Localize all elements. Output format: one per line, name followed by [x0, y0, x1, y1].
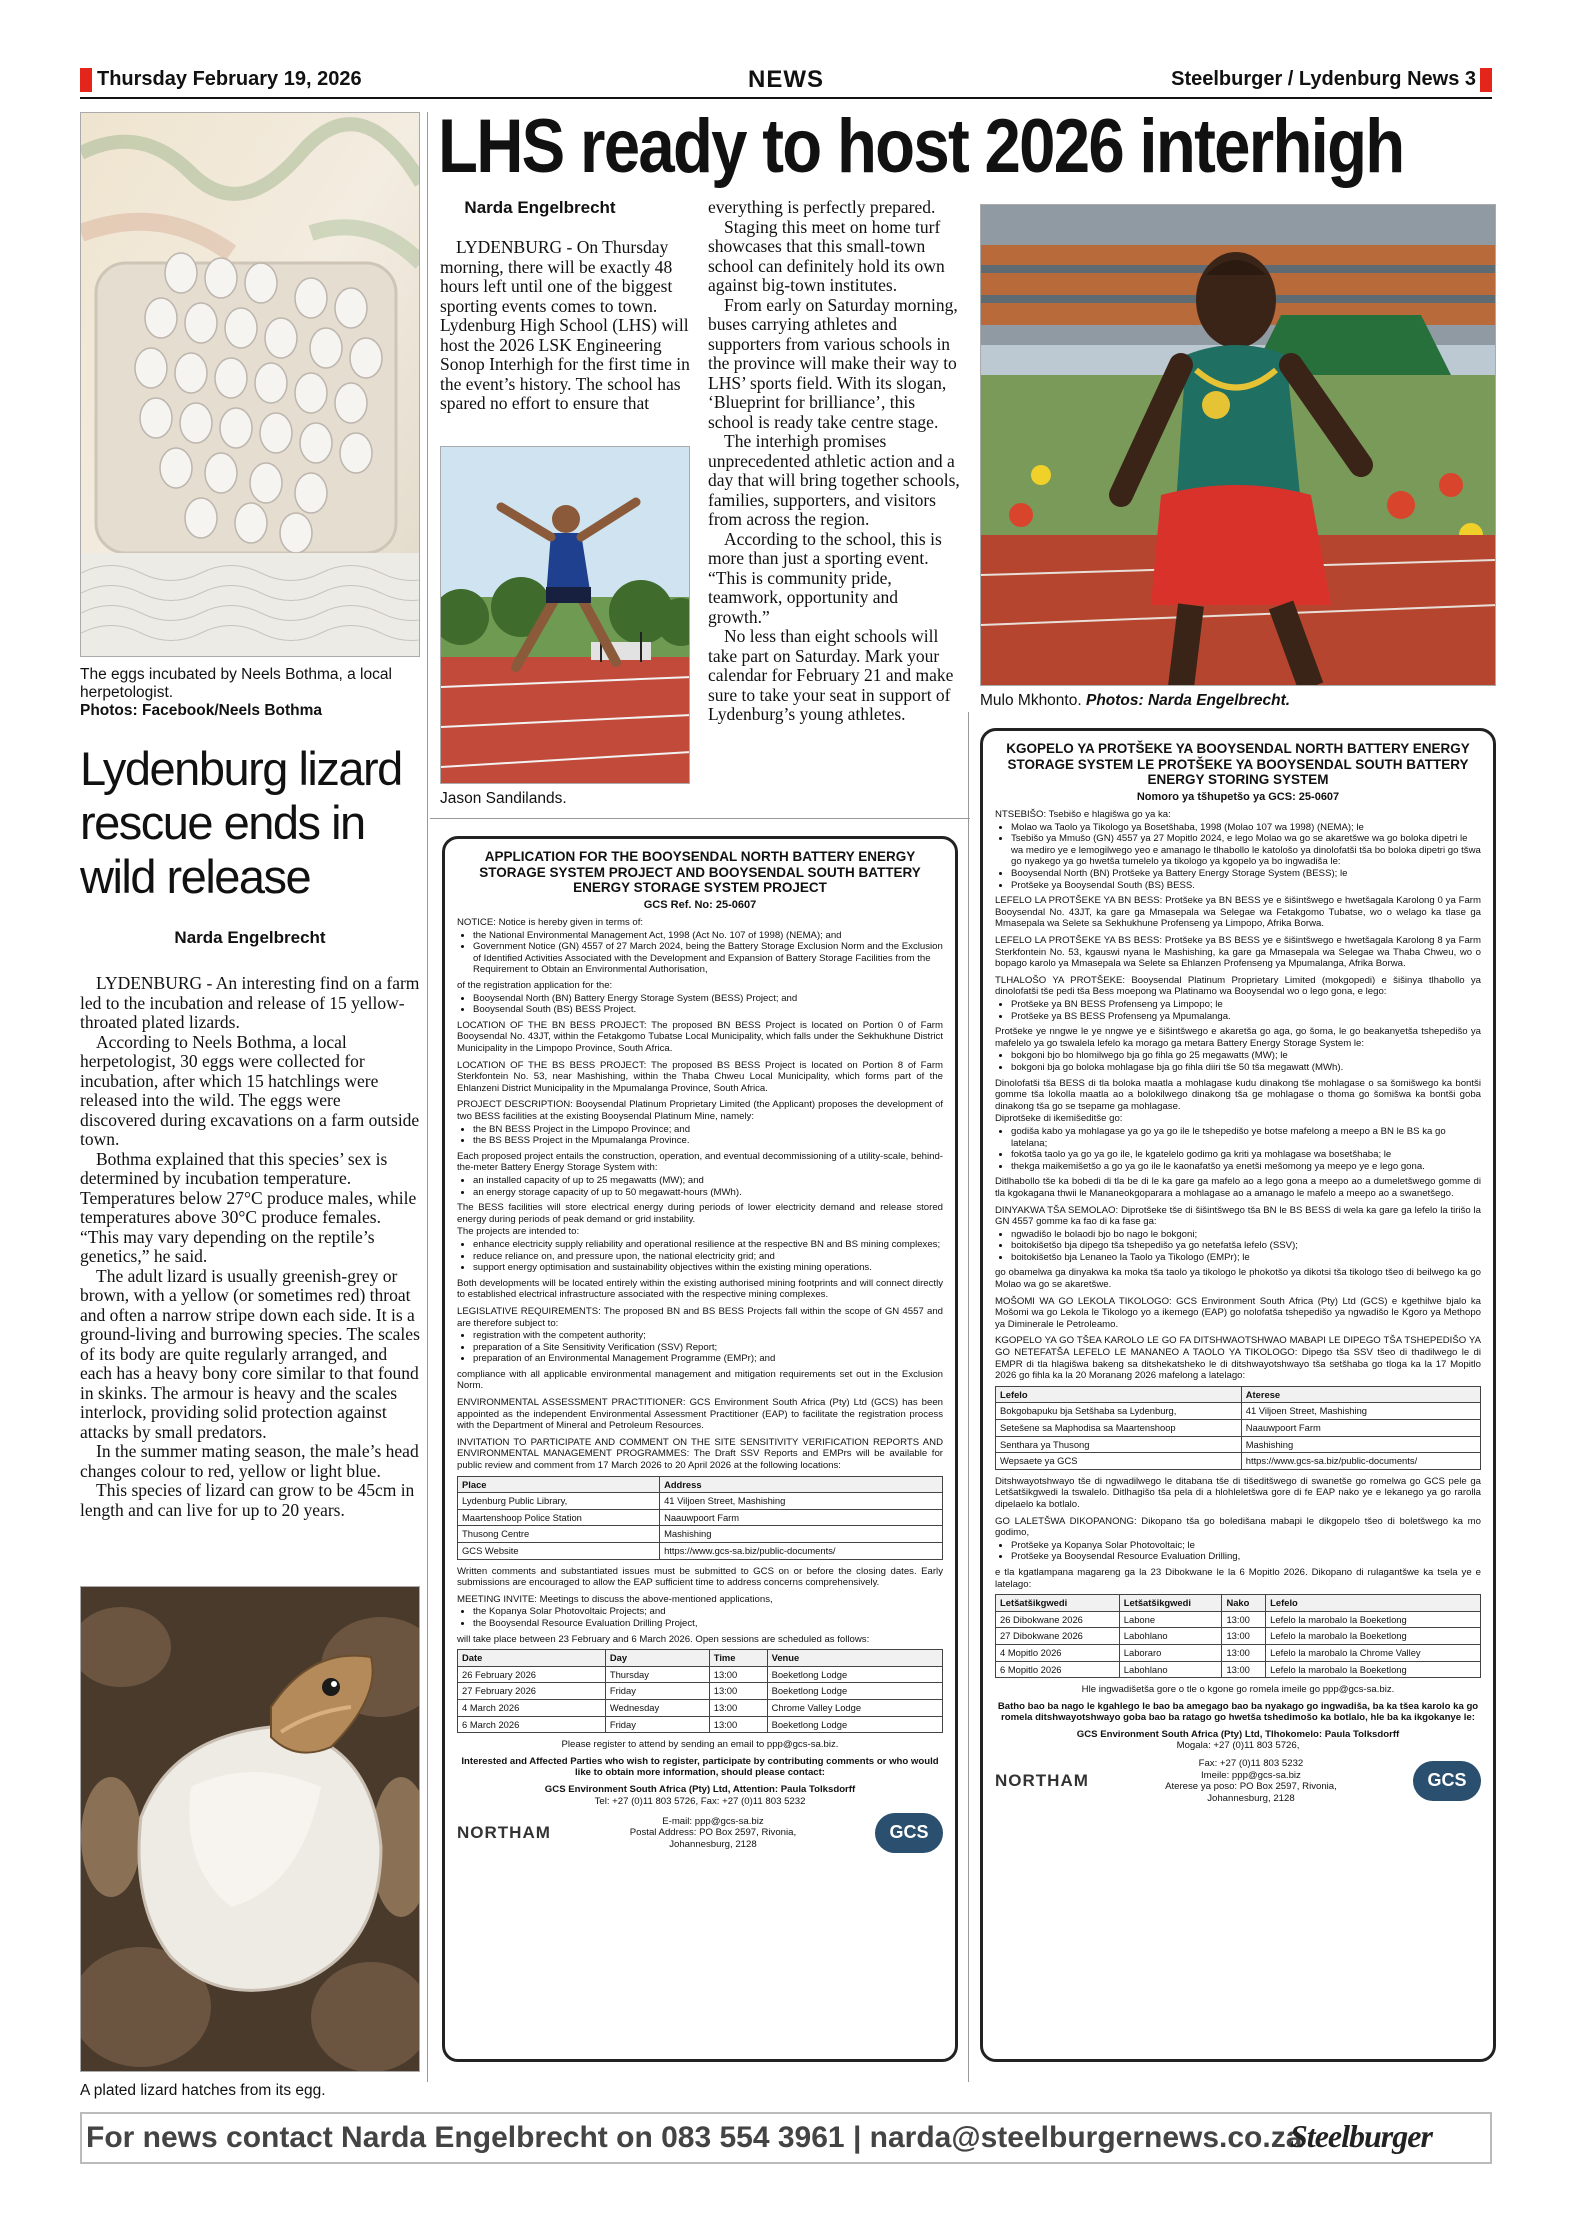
hatch-caption: A plated lizard hatches from its egg.	[80, 2082, 326, 2099]
notice-en-item: • the BN BESS Project in the Limpopo Province; and	[473, 1124, 943, 1136]
table-cell: Labohlano	[1119, 1661, 1222, 1678]
table-cell: Bokgobapuku bja Setšhaba sa Lydenburg,	[996, 1403, 1242, 1420]
notice-en-lead: NOTICE: Notice is hereby given in terms of:	[457, 917, 644, 929]
notice-st-contact1: GCS Environment South Africa (Pty) Ltd, Tlhokomelo: Paula Tolksdorff	[1076, 1728, 1400, 1740]
notice-en-desc4-list	[473, 1239, 943, 1274]
table-cell: 13:00	[1222, 1611, 1266, 1628]
table-cell: Friday	[605, 1716, 709, 1733]
notice-en-item: • the National Environmental Management Act, 1998 (Act No. 107 of 1998) (NEMA); and	[473, 930, 943, 942]
table-row	[458, 1683, 943, 1700]
table-cell: https://www.gcs-sa.biz/public-documents/	[660, 1543, 943, 1560]
notice-en-ref: GCS Ref. No: 25-0607	[643, 898, 757, 911]
lhs-col2-paragraph: No less than eight schools will take part on Saturday. Mark your calendar for February 21 and make sure to take your seat in support of Lydenburg’s young athletes.	[708, 626, 954, 724]
notice-st-ntsebiso-list	[1011, 822, 1481, 892]
notice-en-meeting-list	[473, 1606, 943, 1629]
notice-en-contact1: GCS Environment South Africa (Pty) Ltd, Attention: Paula Tolksdorff	[544, 1783, 856, 1795]
table-cell: Boeketlong Lodge	[767, 1716, 942, 1733]
table-cell: Mashishing	[660, 1526, 943, 1543]
header-date: Thursday February 19, 2026	[97, 68, 362, 90]
lhs-col1-paragraph: LYDENBURG - On Thursday morning, there will be exactly 48 hours left until one of the biggest sporting events comes to town. Lydenburg High School (LHS) will host the 2026 LSK Engineering Sonop Interhigh for the first time in the event’s history. The school has spared no effort to ensure that	[440, 237, 690, 413]
notice-en-eap: ENVIRONMENTAL ASSESSMENT PRACTITIONER: GCS Environment South Africa (Pty) Ltd (GCS) has been appointed as the independent Environmental Assessment Practitioner (EAP) to facilitate the registration process with the Department of Mineral and Petroleum Resources.	[457, 1397, 943, 1432]
notice-st-contact4: Imeile: ppp@gcs-sa.biz	[1201, 1769, 1301, 1781]
notice-en-meeting: MEETING INVITE: Meetings to discuss the above-mentioned applications,	[457, 1593, 773, 1605]
notice-st-dikopano: GO LALETŠWA DIKOPANONG: Dikopano tša go boledišana mabapi le dikgopelo tšeo di boletšwego ka mo godimo,	[995, 1515, 1481, 1539]
notice-st-item: • boitokišetšo bja dipego tša tshepedišo ya go netefatša lefelo (SSV);	[1011, 1240, 1481, 1252]
notice-en-item: • an energy storage capacity of up to 50 megawatt-hours (MWh).	[473, 1187, 943, 1199]
header-red-tab-right	[1480, 68, 1492, 92]
notice-en-contact4: Postal Address: PO Box 2597, Rivonia,	[629, 1827, 797, 1839]
notice-en-contact5: Johannesburg, 2128	[669, 1838, 757, 1850]
hatch-photo	[80, 1586, 420, 2072]
table-row	[458, 1493, 943, 1510]
notice-st-tlhaloso4-list	[1011, 1126, 1481, 1172]
table-cell: 41 Viljoen Street, Mashishing	[1241, 1403, 1480, 1420]
story-divider-left	[430, 818, 970, 819]
notice-en-desc: PROJECT DESCRIPTION: Booysendal Platinum Proprietary Limited (the Applicant) proposes the development of two BESS facilities at the existing Booysendal Platinum Mine, namely:	[457, 1099, 943, 1122]
notice-en-register: Please register to attend by sending an email to ppp@gcs-sa.biz.	[561, 1739, 839, 1751]
notice-st-dinyakwa-list	[1011, 1229, 1481, 1264]
notice-en-projects	[473, 993, 943, 1016]
lhs-col2-paragraph: everything is perfectly prepared.	[708, 197, 936, 217]
lizard-paragraph: Bothma explained that this species’ sex is determined by incubation temperature. Temperatures below 27°C produce males, while temperatures above 30°C produce females. “This may vary depending on the reptile’s genetics,” he said.	[80, 1148, 417, 1266]
table-cell: Naauwpoort Farm	[1241, 1420, 1480, 1437]
eggs-caption-text: The eggs incubated by Neels Bothma, a local herpetologist.	[80, 666, 392, 701]
notice-en-contact3: E-mail: ppp@gcs-sa.biz	[662, 1815, 764, 1827]
notice-st-tlhaloso4: Diprotšeke di ikemišeditše go:	[995, 1113, 1123, 1125]
notice-st-kgopelo: KGOPELO YA GO TŠEA KAROLO LE GO FA DITSHWAOTSHWAO MABAPI LE DIPEGO TŠA TSHEPEDIŠO YA GO NETEFATŠA LEFELO LE MANANEO A TAOLO YA TIKOLOGO: Dipego tša SSV tšeo di thadilwego le di EMPR di tla hlagišwa bakeng sa ditshekatsheko le di ditshwayotshwayo tša setšhaba go tloga ka la 17 Mopitlo 2026 go fihla ka la 20 Moranang 2026 mafelong a latelago:	[995, 1335, 1481, 1382]
notice-en-desc4: The projects are intended to:	[457, 1226, 580, 1238]
eggs-caption	[80, 666, 420, 720]
jumper-photo	[440, 446, 690, 784]
notice-en-item: • an installed capacity of up to 25 megawatts (MW); and	[473, 1175, 943, 1187]
table-cell: 13:00	[709, 1699, 767, 1716]
table-cell: 4 Mopitlo 2026	[996, 1644, 1120, 1661]
notice-en-interested: Interested and Affected Parties who wish to register, participate by contributing comments or who would like to obtain more information, should please contact:	[461, 1755, 939, 1779]
notice-st-tlhaloso2: Protšeke ye nngwe le ye nngwe ye e šišintšwego e akaretša go aga, go šoma, le go beakanyetša tshepedišo ya mafelelo ya go tswalela lefelo ka morago ga metara Battery Energy Storage System le:	[995, 1026, 1481, 1049]
table-cell: 6 Mopitlo 2026	[996, 1661, 1120, 1678]
table-header: Lefelo	[996, 1386, 1242, 1403]
table-header: Place	[458, 1476, 660, 1493]
table-cell: 13:00	[709, 1683, 767, 1700]
notice-st-ntsebiso: NTSEBIŠO: Tsebišo e hlagišwa go ya ka:	[995, 809, 1171, 821]
notice-en-contact-block	[630, 1816, 796, 1851]
table-row	[996, 1644, 1481, 1661]
table-header: Time	[709, 1650, 767, 1667]
table-row	[996, 1453, 1481, 1470]
header-section: NEWS	[748, 66, 824, 93]
notice-en-item: • Government Notice (GN) 4557 of 27 March 2024, being the Battery Storage Exclusion Norm and the Exclusion of Identified Activities Associated with the Development and Expansion of Battery Storage Facilities from the Requirement to Obtain an Environmental Authorisation,	[473, 941, 943, 976]
table-cell: 13:00	[709, 1716, 767, 1733]
notice-en-desc2: Each proposed project entails the construction, operation, and eventual decommissioning of a utility-scale, behind-the-meter Battery Energy Storage System with:	[457, 1150, 943, 1174]
notice-st-tlhaloso2-list	[1011, 1050, 1481, 1073]
table-cell: Thursday	[605, 1666, 709, 1683]
notice-st-tlhaloso: TLHALOŠO YA PROTŠEKE: Booysendal Platinum Proprietary Limited (mokgopedi) e šišinya tlhabollo ya dinolofatši tše pedi tša Bess moepong wa Platinamo wa Booysendal wo o lego gona, e lego:	[995, 974, 1481, 998]
jumper-caption: Jason Sandilands.	[440, 790, 567, 807]
lhs-col1	[440, 238, 690, 414]
notice-st-interested: Batho bao ba nago le kgahlego le bao ba amegago bao ba nyakago go ingwadiša, ba ka tšea karolo ka go romela ditshwayotshwayo goba bao ba ratago go hwetša tshedimošo ka botlalo, hle ba ka ikgokanye le:	[997, 1700, 1479, 1724]
notice-st-item: • Protšeke ya BS BESS Profenseng ya Mpumalanga.	[1011, 1011, 1481, 1023]
notice-en-legis2: compliance with all applicable environmental management and mitigation requirements set out in the Exclusion Norm.	[457, 1368, 943, 1392]
notice-st-contact5: Aterese ya poso: PO Box 2597, Rivonia,	[1165, 1781, 1337, 1793]
northam-logo: NORTHAM	[457, 1823, 551, 1843]
notice-en-desc3: The BESS facilities will store electrical energy during periods of lower electricity demand and release stored energy during periods of peak demand or grid instability.	[457, 1202, 943, 1225]
table-cell: Senthara ya Thusong	[996, 1436, 1242, 1453]
notice-st-logos	[995, 1758, 1481, 1804]
notice-st-item: • Molao wa Taolo ya Tikologo ya Bosetšhaba, 1998 (Molao 107 wa 1998) (NEMA); le	[1011, 822, 1481, 834]
notice-st-item: • Tsebišo ya Mmušo (GN) 4557 ya 27 Mopitlo 2024, e lego Molao wa go se akaretšwe wa go boloka dipetri le wa mediro ye e lemogilwego yeo e amanago le tlhabollo le katološo ya dinolofatši tša bo boloka dipetri go tšwa go nyakego ya go hwetša tumelelo ya tikologo ya kgopelo ya bo ingwadiša le:	[1011, 833, 1481, 868]
lizard-story-body	[80, 974, 420, 1520]
notice-en-loc-bn: LOCATION OF THE BN BESS PROJECT: The proposed BN BESS Project is located on Portion 0 of Farm Booysendal No. 43JT, within the Fetakgomo Tubatse Local Municipality, which falls under the Sekhukhune District Municipality in the Limpopo Province, South Africa.	[457, 1019, 943, 1055]
lhs-byline: Narda Engelbrecht	[464, 198, 616, 217]
notice-divider	[968, 712, 969, 2082]
table-header: Date	[458, 1650, 606, 1667]
notice-en-written: Written comments and substantiated issues must be submitted to GCS on or before the closing dates. Early submissions are encouraged to allow the EAP sufficient time to address concerns comprehensively.	[457, 1565, 943, 1589]
table-cell: 13:00	[1222, 1661, 1266, 1678]
lhs-col2-paragraph: From early on Saturday morning, buses carrying athletes and supporters from various schools in the province will make their way to LHS’ sports field. With its slogan, ‘Blueprint for brilliance’, this school is ready take centre stage.	[708, 294, 958, 432]
table-cell: Maartenshoop Police Station	[458, 1509, 660, 1526]
table-cell: Chrome Valley Lodge	[767, 1699, 942, 1716]
notice-en-item: • preparation of a Site Sensitivity Verification (SSV) Report;	[473, 1342, 943, 1354]
table-cell: Boeketlong Lodge	[767, 1666, 942, 1683]
notice-en-places-table	[457, 1476, 943, 1560]
table-cell: Wepsaete ya GCS	[996, 1453, 1242, 1470]
table-cell: Thusong Centre	[458, 1526, 660, 1543]
lizard-paragraph: This species of lizard can grow to be 45cm in length and can live for up to 20 years.	[80, 1480, 415, 1520]
notice-st-contact6: Johannesburg, 2128	[1207, 1792, 1295, 1804]
notice-st-contact-block	[1165, 1758, 1337, 1804]
table-cell: Boeketlong Lodge	[767, 1683, 942, 1700]
table-cell: Mashishing	[1241, 1436, 1480, 1453]
notice-en-legis: LEGISLATIVE REQUIREMENTS: The proposed BN and BS BESS Projects fall within the scope of GN 4557 and are therefore subject to:	[457, 1305, 943, 1329]
notice-en-item: • reduce reliance on, and pressure upon, the national electricity grid; and	[473, 1251, 943, 1263]
lizard-paragraph: LYDENBURG - An interesting find on a farm led to the incubation and release of 15 yellow-throated plated lizards.	[80, 973, 420, 1032]
table-cell: Lydenburg Public Library,	[458, 1493, 660, 1510]
table-cell: https://www.gcs-sa.biz/public-documents/	[1241, 1453, 1480, 1470]
table-header: Lefelo	[1266, 1595, 1481, 1612]
northam-logo: NORTHAM	[995, 1771, 1089, 1791]
table-cell: Lefelo la marobalo la Boeketlong	[1266, 1611, 1481, 1628]
table-row	[996, 1403, 1481, 1420]
runner-photo	[980, 204, 1496, 686]
table-cell: 26 February 2026	[458, 1666, 606, 1683]
notice-en-legis-list	[473, 1330, 943, 1365]
notice-st-item: • Protšeke ya Booysendal South (BS) BESS.	[1011, 880, 1481, 892]
table-row	[458, 1509, 943, 1526]
header-red-tab-left	[80, 68, 92, 92]
lhs-col2-paragraph: According to the school, this is more than just a sporting event. “This is community pride, teamwork, opportunity and growth.”	[708, 528, 942, 627]
lizard-headline: Lydenburg lizard rescue ends in wild release	[80, 742, 402, 903]
notice-en-item: • support energy optimisation and sustainability objectives within the existing mining operations.	[473, 1262, 943, 1274]
table-cell: 13:00	[1222, 1644, 1266, 1661]
table-cell: 13:00	[1222, 1628, 1266, 1645]
table-header: Letšatšikgwedi	[1119, 1595, 1222, 1612]
notice-st-item: • Protšeke ya BN BESS Profenseng ya Limpopo; le	[1011, 999, 1481, 1011]
notice-en-desc2-list	[473, 1175, 943, 1198]
table-cell: 27 February 2026	[458, 1683, 606, 1700]
table-header: Day	[605, 1650, 709, 1667]
table-header: Letšatšikgwedi	[996, 1595, 1120, 1612]
notice-sepedi	[980, 728, 1496, 2062]
lizard-paragraph: The adult lizard is usually greenish-grey or brown, with a yellow (or sometimes red) throat and often a narrow stripe down each side. It is a ground-living and burrowing species. The scales of its body are quite regularly arranged, and each has a heavy bony core similar to that found in skinks. The armour is heavy and the scales interlock, providing solid protection against attacks by small predators.	[80, 1265, 420, 1442]
lizard-paragraph: In the summer mating season, the male’s head changes colour to red, yellow or light blue.	[80, 1441, 419, 1481]
table-cell: Friday	[605, 1683, 709, 1700]
notice-st-item: • fokotša taolo ya go ya go ile, le kgatelelo godimo ga kriti ya mohlagase wa bosetšhaba; le	[1011, 1149, 1481, 1161]
notice-en-logos	[457, 1813, 943, 1853]
table-cell: Setešene sa Maphodisa sa Maartenshoop	[996, 1420, 1242, 1437]
notice-en-meeting2: will take place between 23 February and 6 March 2026. Open sessions are scheduled as follows:	[457, 1633, 870, 1645]
table-row	[458, 1543, 943, 1560]
notice-st-dikopano2: e tla kgatlampana magareng ga la 23 Dibokwane le la 6 Mopitlo 2026. Dikopano di rulagantšwe ka tsela ye e latelago:	[995, 1566, 1481, 1590]
table-cell: 27 Dibokwane 2026	[996, 1628, 1120, 1645]
table-header: Address	[660, 1476, 943, 1493]
notice-en-contact2: Tel: +27 (0)11 803 5726, Fax: +27 (0)11 803 5232	[594, 1795, 806, 1807]
notice-en-title: APPLICATION FOR THE BOOYSENDAL NORTH BATTERY ENERGY STORAGE SYSTEM PROJECT AND BOOYSENDAL SOUTH BATTERY ENERGY STORAGE SYSTEM PROJECT	[479, 849, 921, 895]
notice-st-register: Hle ingwadišetša gore o tle o kgone go romela imeile go ppp@gcs-sa.biz.	[1081, 1684, 1395, 1696]
notice-st-tlhaloso3: Dinolofatši tša BESS di tla boloka maatla a mohlagase kudu dinakong tše mohlagase o sa šomišwego ka bontši gomme tša lokolla maatla ao a bolokilwego dinakong tša ge mohlagase o thoma go šomišwa ka bontši goba dinakong tša go se tsepame ga mohlagase.	[995, 1077, 1481, 1112]
table-cell: 4 March 2026	[458, 1699, 606, 1716]
lhs-col2	[708, 198, 964, 725]
notice-st-item: • Booysendal North (BN) Protšeke ya Battery Energy Storage System (BESS); le	[1011, 868, 1481, 880]
footer-contact: For news contact Narda Engelbrecht on 083 554 3961 | narda@steelburgernews.co.za	[86, 2121, 1303, 2154]
notice-st-contact3: Fax: +27 (0)11 803 5232	[1198, 1758, 1304, 1770]
notice-en-item: • the Booysendal Resource Evaluation Drilling Project,	[473, 1618, 943, 1630]
table-row	[458, 1526, 943, 1543]
table-cell: Lefelo la marobalo la Chrome Valley	[1266, 1644, 1481, 1661]
table-row	[458, 1716, 943, 1733]
table-row	[458, 1666, 943, 1683]
runner-caption	[980, 692, 1496, 710]
notice-st-item: • bokgoni bjo bo hlomilwego bja go fihla go 25 megawatts (MW); le	[1011, 1050, 1481, 1062]
column-divider	[427, 112, 428, 2082]
notice-st-dinyakwa: DINYAKWA TŠA SEMOLAO: Diprotšeke tše di šišintšwego tša BN le BS BESS di wela ka gare ga lefelo la tirišo la GN 4557 gomme ka fao di ka fase ga:	[995, 1204, 1481, 1228]
table-cell: 13:00	[709, 1666, 767, 1683]
notice-st-tlhaloso-list	[1011, 999, 1481, 1022]
notice-st-mosomi: MOŠOMI WA GO LEKOLA TIKOLOGO: GCS Environment South Africa (Pty) Ltd (GCS) e kgethilwe bjalo ka Mošomi wa go Lekola le Tikologo yo a ikemego (EAP) go nolofatša tshepedišo ya ngwadišo le Kgoro ya Methopo ya Diminerale le Petroleamo.	[995, 1295, 1481, 1330]
notice-st-item: • boitokišetšo bja Lenaneo la Taolo ya Tikologo (EMPr); le	[1011, 1252, 1481, 1264]
table-cell: Labohlano	[1119, 1628, 1222, 1645]
gcs-logo: GCS	[875, 1813, 943, 1853]
notice-en-item: • Booysendal South (BS) BESS Project.	[473, 1004, 943, 1016]
table-cell: GCS Website	[458, 1543, 660, 1560]
notice-en-item: • registration with the competent authority;	[473, 1330, 943, 1342]
table-cell: Lefelo la marobalo la Boeketlong	[1266, 1661, 1481, 1678]
table-row	[996, 1628, 1481, 1645]
table-row	[996, 1661, 1481, 1678]
table-row	[996, 1436, 1481, 1453]
table-row	[996, 1611, 1481, 1628]
header-rule	[80, 97, 1492, 99]
notice-en-item: • Booysendal North (BN) Battery Energy Storage System (BESS) Project; and	[473, 993, 943, 1005]
notice-english	[442, 836, 958, 2062]
notice-st-tlhaloso5: Ditlhabollo tše ka bobedi di tla be di le ka gare ga mafelo ao a lego gona a meepo ao a dumeletšwego gomme di tla kgokagana thwii le Mananeokgoparara a mohlagase ao a amanago le mafelo a meepo ao a swanetšego.	[995, 1176, 1481, 1199]
eggs-photo	[80, 112, 420, 657]
notice-en-desc5: Both developments will be located entirely within the existing authorised mining footprints and will connect directly to established electrical infrastructure associated with the respective mining complexes.	[457, 1277, 943, 1301]
notice-st-item: • Protšeke ya Booysendal Resource Evaluation Drilling,	[1011, 1551, 1481, 1563]
table-cell: 41 Viljoen Street, Mashishing	[660, 1493, 943, 1510]
lizard-byline: Narda Engelbrecht	[174, 928, 326, 947]
table-header: Nako	[1222, 1595, 1266, 1612]
table-row	[458, 1699, 943, 1716]
table-cell: Lefelo la marobalo la Boeketlong	[1266, 1628, 1481, 1645]
gcs-logo: GCS	[1413, 1761, 1481, 1801]
notice-en-loc-bs: LOCATION OF THE BS BESS PROJECT: The proposed BS BESS Project is located on Portion 8 of Farm Sterkfontein No. 53, near Mashishing, within the Thaba Chweu Local Municipality, which forms part of the Ehlanzeni District Municipality in the Mpumalanga Province, South Africa.	[457, 1059, 943, 1094]
notice-st-item: • Protšeke ya Kopanya Solar Photovoltaic; le	[1011, 1540, 1481, 1552]
header-publication: Steelburger / Lydenburg News 3	[1171, 68, 1476, 90]
notice-st-lefelo-bn: LEFELO LA PROTŠEKE YA BN BESS: Protšeke ya BN BESS ye e šišintšwego e hwetšagala Karolong 0 ya Farm Booysendal No. 43JT, ka gare ga Mmasepala wa Selegae wa Fetakgomo Tubatse, wo o welago ka tlase ga Mmasepala wa Selete sa Sekhukhune Profenseng ya Limpopo, Afrika Borwa.	[995, 895, 1481, 930]
notice-en-list	[473, 930, 943, 976]
notice-st-ditshwayo: Ditshwayotshwayo tše di ngwadilwego le ditabana tše di tišeditšwego di swanetše go romelwa go GCS pele ga Letšatšikgwedi la tswalelo. Ditlhagišo tša pela di a hlohleletšwa gore di fe EAP nako ye e lekanego ya go rarolla dipelaelo ka botlalo.	[995, 1475, 1481, 1510]
notice-st-item: • bokgoni bja go boloka mohlagase bja go fihla diiri tše 50 tša megawatt (MWh).	[1011, 1062, 1481, 1074]
table-header: Venue	[767, 1650, 942, 1667]
notice-st-title: KGOPELO YA PROTŠEKE YA BOOYSENDAL NORTH BATTERY ENERGY STORAGE SYSTEM LE PROTŠEKE YA BOOYSENDAL SOUTH BATTERY ENERGY STORING SYSTEM	[1006, 741, 1470, 787]
lhs-col2-paragraph: Staging this meet on home turf showcases that this small-town school can definitely hold its own against big-town institutes.	[708, 216, 945, 295]
eggs-caption-credit: Photos: Facebook/Neels Bothma	[80, 702, 323, 719]
notice-st-dinyakwa2: go obamelwa ga dinyakwa ka moka tša taolo ya tikologo le phokotšo ya dikotsi tša tikologo tšeo di beilwego ka go Molao wa go se akaretšwe.	[995, 1267, 1481, 1291]
runner-caption-name: Mulo Mkhonto.	[980, 692, 1082, 709]
notice-st-sessions-table	[995, 1594, 1481, 1678]
table-cell: 6 March 2026	[458, 1716, 606, 1733]
notice-st-lefelo-bs: LEFELO LA PROTŠEKE YA BS BESS: Protšeke ya BS BESS ye e šišintšwego e hwetšagala Karolong 8 ya Farm Sterkfontein No. 53, kgauswi nyana le Mashishing, ka gare ga Mmasepala wa Selegae wa Thaba Chweu, wo o bopago karolo ya Mmasepala wa Selete sa Ehlanzen Profenseng ya Mpumalanga, Afrika Borwa.	[995, 935, 1481, 970]
notice-st-item: • thekga maikemišetšo a go ya go ile le kaonafatšo ya enetši mešomong ya meepo ye e lego gona.	[1011, 1161, 1481, 1173]
table-row	[996, 1420, 1481, 1437]
runner-caption-credit: Photos: Narda Engelbrecht.	[1085, 692, 1291, 709]
table-header: Aterese	[1241, 1386, 1480, 1403]
notice-en-invite: INVITATION TO PARTICIPATE AND COMMENT ON THE SITE SENSITIVITY VERIFICATION REPORTS AND ENVIRONMENTAL MANAGEMENT PROGRAMMES: The Draft SSV Reports and EMPrs will be available for public review and comment from 17 March 2026 to 20 April 2026 at the following locations:	[457, 1436, 943, 1472]
notice-en-sessions-table	[457, 1649, 943, 1733]
table-cell: 26 Dibokwane 2026	[996, 1611, 1120, 1628]
notice-en-item: • the Kopanya Solar Photovoltaic Projects; and	[473, 1606, 943, 1618]
notice-en-item: • enhance electricity supply reliability and operational resilience at the respective BN and BS mining complexes;	[473, 1239, 943, 1251]
notice-en-desc-list	[473, 1124, 943, 1147]
notice-st-dikopano-list	[1011, 1540, 1481, 1563]
lhs-headline: LHS ready to host 2026 interhigh	[438, 104, 1404, 189]
notice-st-ref: Nomoro ya tšhupetšo ya GCS: 25-0607	[1136, 790, 1340, 803]
notice-st-contact2: Mogala: +27 (0)11 803 5726,	[1176, 1740, 1300, 1752]
notice-st-item: • ngwadišo le bolaodi bjo bo nago le bokgoni;	[1011, 1229, 1481, 1241]
notice-en-item: • preparation of an Environmental Management Programme (EMPr); and	[473, 1353, 943, 1365]
table-cell: Labone	[1119, 1611, 1222, 1628]
steelburger-logo: Steelburger	[1290, 2118, 1432, 2154]
notice-en-tail: of the registration application for the:	[457, 980, 613, 992]
notice-en-item: • the BS BESS Project in the Mpumalanga Province.	[473, 1135, 943, 1147]
table-cell: Wednesday	[605, 1699, 709, 1716]
table-cell: Laboraro	[1119, 1644, 1222, 1661]
table-cell: Naauwpoort Farm	[660, 1509, 943, 1526]
lhs-col2-paragraph: The interhigh promises unprecedented athletic action and a day that will bring together schools, families, supporters, and visitors from across the region.	[708, 431, 960, 529]
notice-st-places-table	[995, 1386, 1481, 1470]
notice-st-item: • godiša kabo ya mohlagase ya go ya go ile le tshepedišo ye botse mafelong a meepo a BN le BS ka go latelana;	[1011, 1126, 1481, 1149]
lizard-paragraph: According to Neels Bothma, a local herpetologist, 30 eggs were collected for incubation, after which 15 hatchlings were released into the wild. The eggs were discovered during excavations on a farm outside town.	[80, 1031, 420, 1149]
